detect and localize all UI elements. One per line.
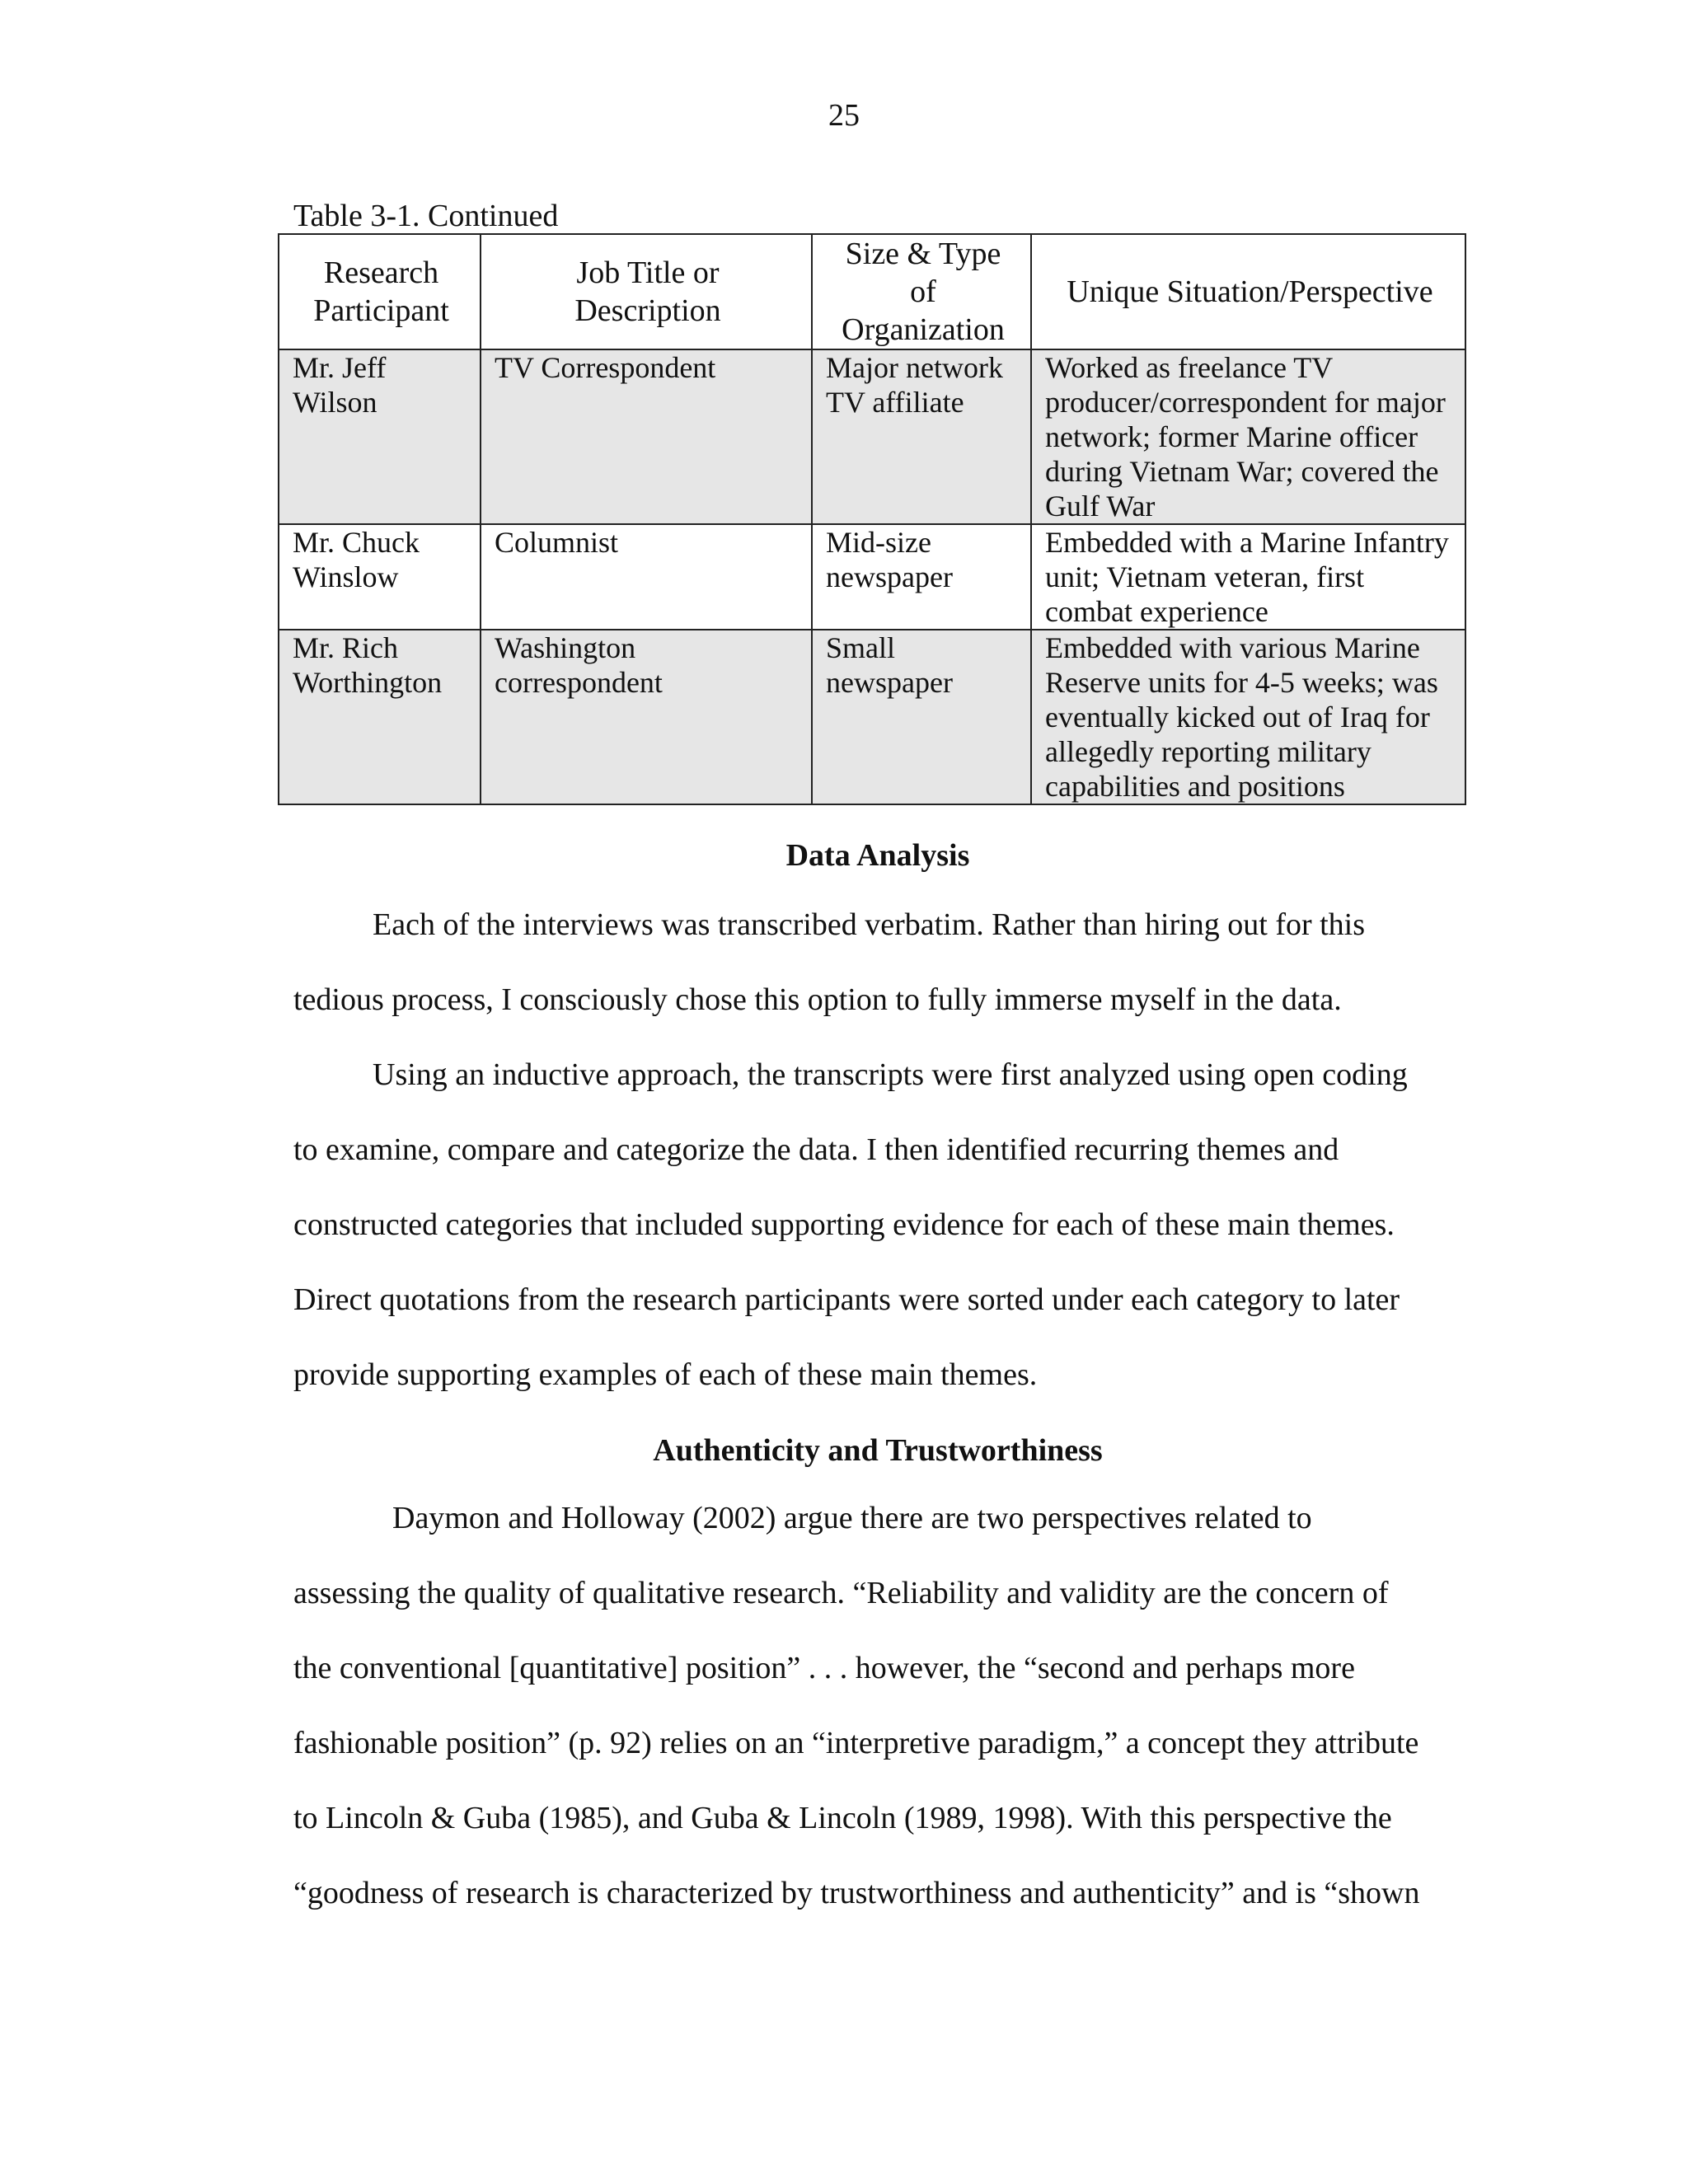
cell-perspective	[1031, 630, 1465, 804]
cell-line: Mr. Jeff	[293, 351, 387, 384]
header-line: Organization	[842, 312, 1005, 347]
participants-table	[278, 233, 1466, 805]
header-line: Participant	[313, 293, 449, 328]
table-header-row	[279, 234, 1465, 349]
cell-line: TV affiliate	[826, 386, 964, 419]
cell-line: eventually kicked out of Iraq for	[1045, 701, 1430, 733]
cell-job	[481, 349, 812, 524]
header-line: Size & Type	[845, 237, 1001, 271]
page-number: 25	[828, 98, 860, 133]
paragraph-line: to examine, compare and categorize the data. I then identified recurring themes and	[293, 1132, 1339, 1167]
cell-line: Washington	[495, 631, 636, 664]
table-row	[279, 630, 1465, 804]
cell-line: Embedded with a Marine Infantry	[1045, 526, 1449, 559]
cell-participant	[279, 524, 481, 630]
cell-line: Worthington	[293, 666, 443, 699]
cell-perspective	[1031, 524, 1465, 630]
cell-line: newspaper	[826, 666, 953, 699]
paragraph	[293, 1481, 1467, 1931]
table-row	[279, 349, 1465, 524]
paragraph	[293, 1038, 1467, 1413]
cell-line: correspondent	[495, 666, 663, 699]
cell-participant	[279, 630, 481, 804]
cell-organization	[812, 524, 1031, 630]
header-line: of	[910, 274, 936, 309]
cell-line: Worked as freelance TV	[1045, 351, 1334, 384]
cell-perspective	[1031, 349, 1465, 524]
cell-line: Major network	[826, 351, 1003, 384]
cell-line: Reserve units for 4-5 weeks; was	[1045, 666, 1438, 699]
cell-line: unit; Vietnam veteran, first	[1045, 560, 1365, 593]
paragraph-line: Each of the interviews was transcribed verbatim. Rather than hiring out for this	[373, 907, 1366, 942]
header-organization	[812, 234, 1031, 349]
cell-line: Winslow	[293, 560, 399, 593]
cell-line: Wilson	[293, 386, 377, 419]
paragraph-line: “goodness of research is characterized by trustworthiness and authenticity” and is “shown	[293, 1876, 1420, 1910]
section-heading: Authenticity and Trustworthiness	[653, 1433, 1103, 1468]
cell-job	[481, 630, 812, 804]
header-perspective	[1031, 234, 1465, 349]
paragraph-line: Using an inductive approach, the transcripts were first analyzed using open coding	[373, 1057, 1408, 1092]
cell-line: combat experience	[1045, 595, 1268, 628]
cell-line: allegedly reporting military	[1045, 735, 1372, 768]
paragraph-line: constructed categories that included supporting evidence for each of these main themes.	[293, 1207, 1395, 1242]
cell-line: producer/correspondent for major	[1045, 386, 1446, 419]
paragraph-line: fashionable position” (p. 92) relies on an “interpretive paradigm,” a concept they attribute	[293, 1726, 1419, 1760]
cell-job	[481, 524, 812, 630]
paragraph-line: assessing the quality of qualitative research. “Reliability and validity are the concern of	[293, 1576, 1389, 1610]
cell-line: Small	[826, 631, 896, 664]
header-job-title	[481, 234, 812, 349]
cell-line: newspaper	[826, 560, 953, 593]
cell-line: during Vietnam War; covered the	[1045, 455, 1439, 488]
paragraph-line: provide supporting examples of each of these main themes.	[293, 1357, 1038, 1392]
paragraph-line: the conventional [quantitative] position” . . . however, the “second and perhaps more	[293, 1651, 1355, 1685]
paragraph-line: Direct quotations from the research participants were sorted under each category to later	[293, 1282, 1400, 1317]
paragraph	[293, 888, 1467, 1038]
header-line: Description	[574, 293, 721, 328]
table-caption: Table 3-1. Continued	[293, 199, 559, 233]
paragraph-line: to Lincoln & Guba (1985), and Guba & Lincoln (1989, 1998). With this perspective the	[293, 1801, 1392, 1835]
header-line: Job Title or	[576, 255, 720, 290]
cell-organization	[812, 349, 1031, 524]
cell-line: Mr. Rich	[293, 631, 399, 664]
cell-line: Gulf War	[1045, 490, 1156, 523]
cell-line: Embedded with various Marine	[1045, 631, 1420, 664]
section-heading: Data Analysis	[785, 838, 970, 873]
table-row	[279, 524, 1465, 630]
cell-line: Mid-size	[826, 526, 931, 559]
cell-organization	[812, 630, 1031, 804]
cell-participant	[279, 349, 481, 524]
paragraph-line: Daymon and Holloway (2002) argue there are two perspectives related to	[392, 1501, 1312, 1535]
cell-line: TV Correspondent	[495, 351, 716, 384]
cell-line: capabilities and positions	[1045, 770, 1345, 803]
header-line: Research	[323, 255, 439, 290]
cell-line: Mr. Chuck	[293, 526, 420, 559]
paragraph-line: tedious process, I consciously chose this option to fully immerse myself in the data.	[293, 982, 1342, 1017]
header-research-participant	[279, 234, 481, 349]
cell-line: network; former Marine officer	[1045, 420, 1418, 453]
cell-line: Columnist	[495, 526, 619, 559]
header-line: Unique Situation/Perspective	[1067, 274, 1433, 309]
